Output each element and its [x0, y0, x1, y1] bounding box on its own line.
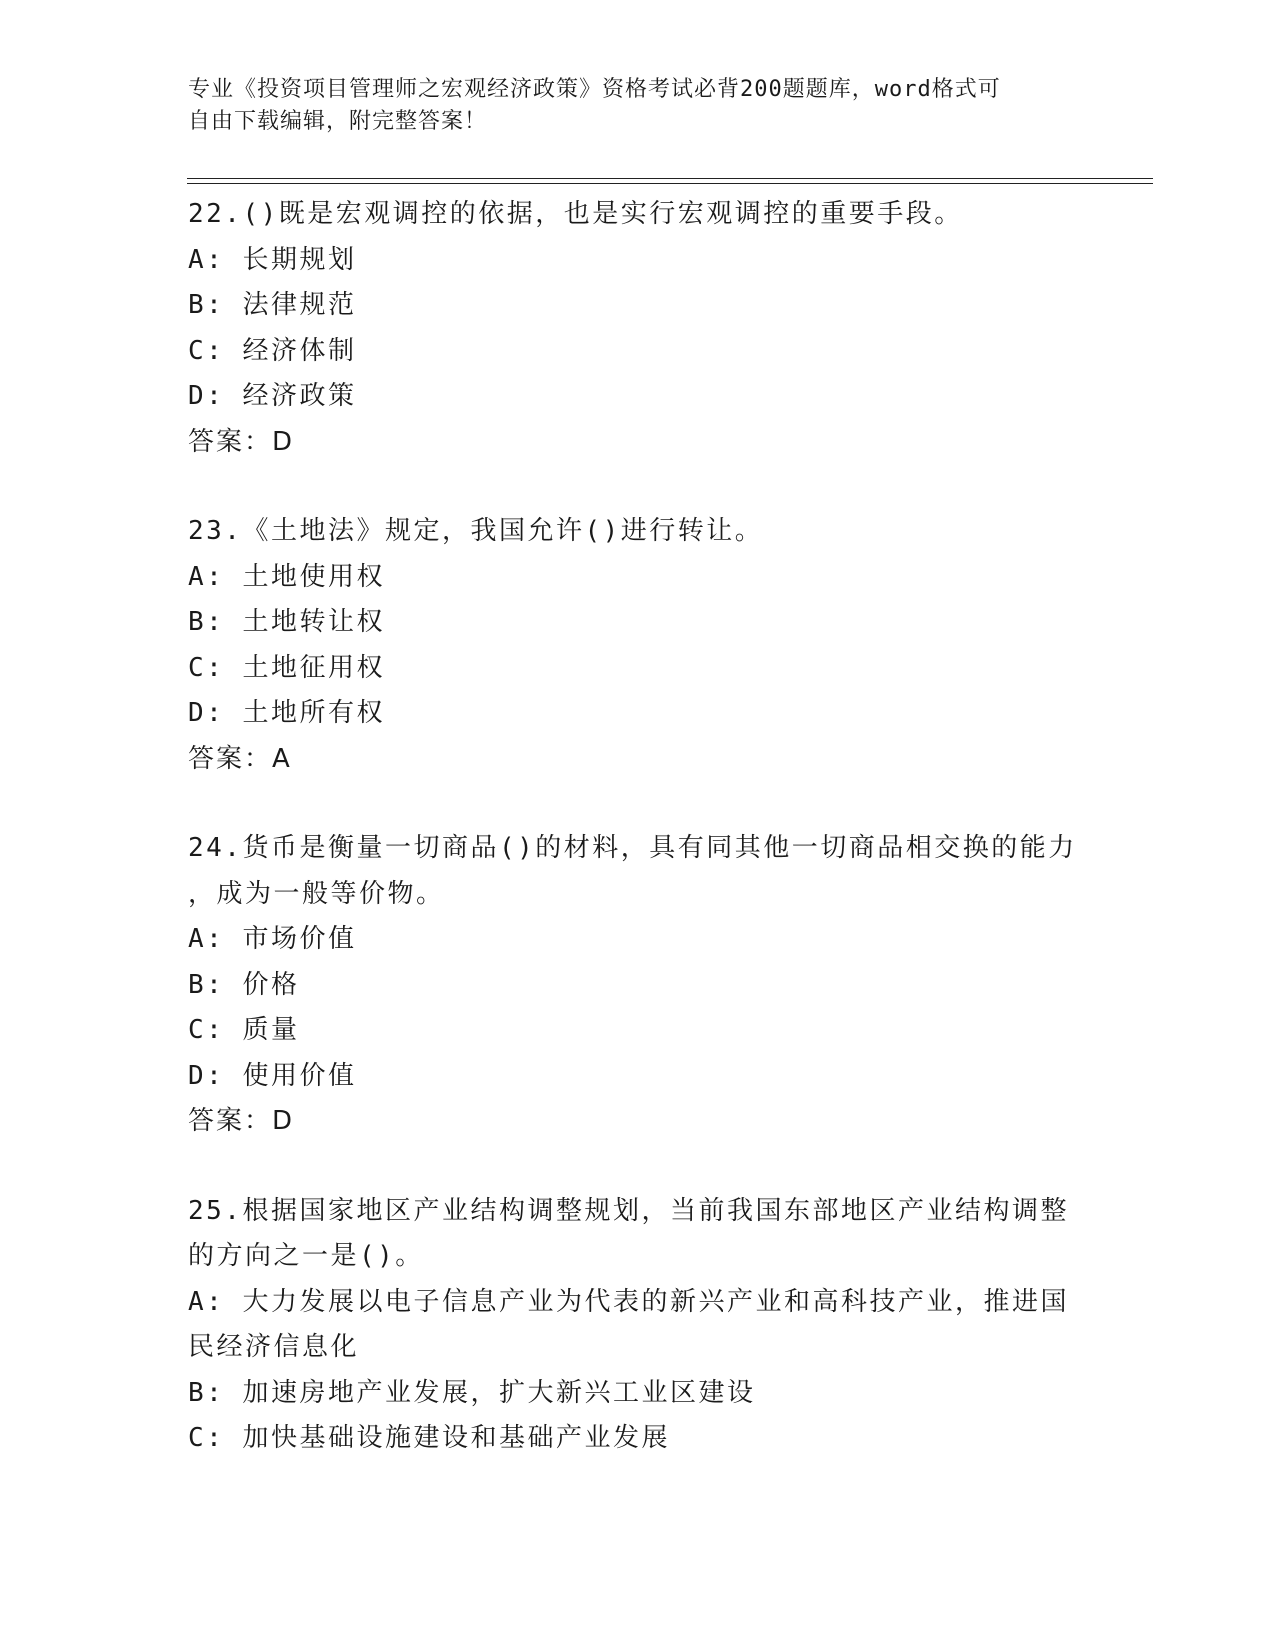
question-24: [188, 826, 1088, 1145]
header-line-2: 自由下载编辑，附完整答案！: [188, 109, 488, 134]
option-c: C: 质量: [188, 1015, 300, 1045]
option-a: A: 长期规划: [188, 244, 357, 275]
option-c: C: 经济体制: [188, 335, 357, 366]
option-a-line-2: 民经济信息化: [188, 1332, 360, 1362]
option-b: B: 法律规范: [188, 290, 357, 320]
answer: 答案：A: [188, 743, 292, 774]
header-divider-bottom: [187, 183, 1153, 184]
answer: 答案：D: [188, 1106, 295, 1136]
option-b: B: 加速房地产业发展，扩大新兴工业区建设: [188, 1377, 756, 1408]
question-stem-line-1: 25.根据国家地区产业结构调整规划，当前我国东部地区产业结构调整: [188, 1195, 1069, 1226]
option-a: A: 土地使用权: [188, 561, 385, 592]
option-a-line-1: A: 大力发展以电子信息产业为代表的新兴产业和高科技产业，推进国: [188, 1286, 1069, 1317]
question-list: [188, 192, 1088, 1506]
header-line-1: 专业《投资项目管理师之宏观经济政策》资格考试必背200题题库，word格式可: [188, 77, 1001, 102]
question-22: [188, 192, 1088, 465]
option-b: B: 土地转让权: [188, 607, 385, 637]
question-25: [188, 1189, 1088, 1462]
question-stem-line-2: ，成为一般等价物。: [188, 878, 445, 909]
option-a: A: 市场价值: [188, 924, 357, 954]
option-b: B: 价格: [188, 969, 300, 1000]
option-d: D: 使用价值: [188, 1060, 357, 1091]
question-stem-line-2: 的方向之一是()。: [188, 1241, 424, 1271]
option-d: D: 经济政策: [188, 381, 357, 411]
option-d: D: 土地所有权: [188, 698, 385, 728]
header-divider-top: [187, 178, 1153, 179]
option-c: C: 土地征用权: [188, 652, 385, 683]
question-stem-line-1: 24.货币是衡量一切商品()的材料，具有同其他一切商品相交换的能力: [188, 833, 1077, 863]
document-header: [188, 74, 1088, 138]
question-stem: 23.《土地法》规定，我国允许()进行转让。: [188, 516, 764, 546]
option-c: C: 加快基础设施建设和基础产业发展: [188, 1423, 670, 1453]
question-stem: 22.()既是宏观调控的依据，也是实行宏观调控的重要手段。: [188, 199, 963, 229]
answer: 答案：D: [188, 426, 295, 457]
question-23: [188, 509, 1088, 782]
